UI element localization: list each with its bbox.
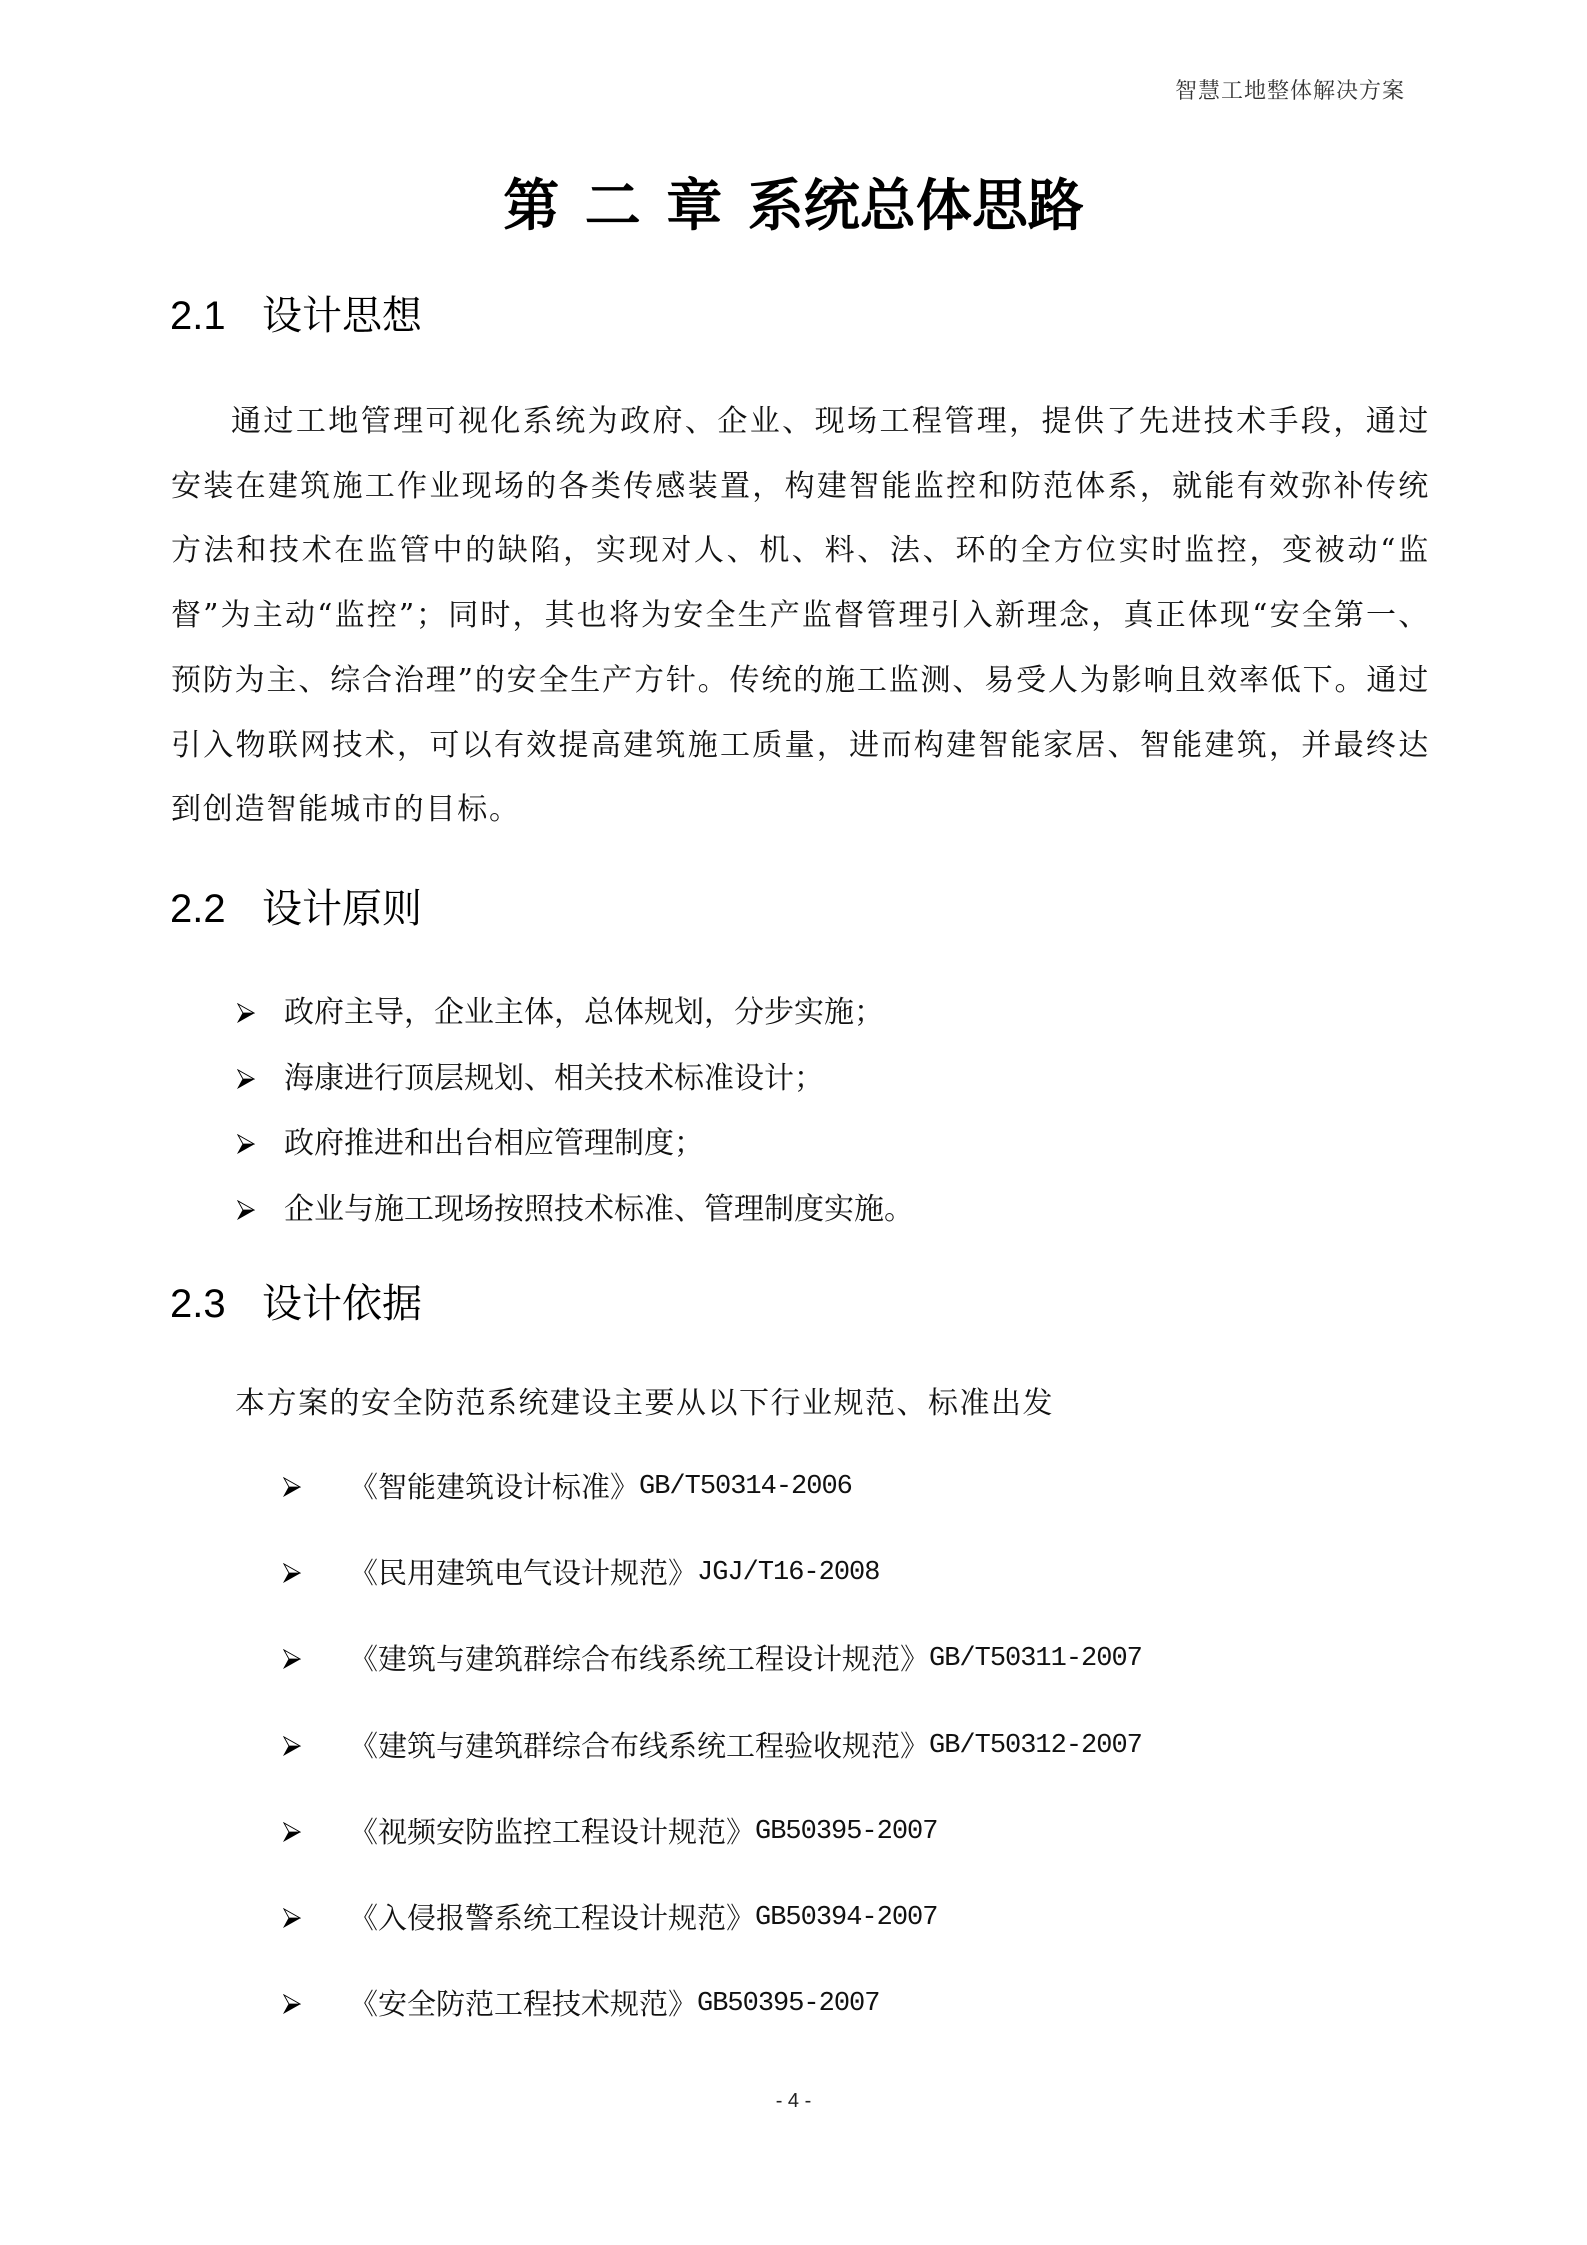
- reference-item: [283, 1552, 1142, 1638]
- arrowhead-bullet-icon: [283, 1736, 301, 1756]
- reference-code: GB/T50312-2007: [929, 1730, 1142, 1761]
- arrowhead-bullet-icon: [283, 1563, 301, 1583]
- reference-name: 《建筑与建筑群综合布线系统工程设计规范》: [349, 1642, 930, 1677]
- list-item-text: 政府主导，企业主体，总体规划，分步实施；: [284, 994, 884, 1030]
- reference-code: GB50395-2007: [697, 1989, 880, 2020]
- page-number: - 4 -: [775, 2090, 812, 2112]
- section-title: 设计依据: [262, 1282, 422, 1326]
- references-intro: 本方案的安全防范系统建设主要从以下行业规范、标准出发: [235, 1386, 1054, 1421]
- reference-code: JGJ/T16-2008: [697, 1558, 880, 1589]
- list-item-text: 企业与施工现场按照技术标准、管理制度实施。: [284, 1191, 914, 1227]
- arrowhead-bullet-icon: [237, 1134, 255, 1154]
- reference-item: [283, 1983, 1142, 2069]
- reference-item: [283, 1725, 1142, 1811]
- section-title: 设计原则: [262, 887, 422, 931]
- reference-item: [283, 1897, 1142, 1983]
- section-title: 设计思想: [262, 294, 422, 338]
- section-number: 2.2: [170, 887, 226, 931]
- reference-code: GB/T50314-2006: [639, 1472, 852, 1502]
- section-number: 2.3: [170, 1282, 226, 1326]
- list-item: [237, 980, 914, 1046]
- section-paragraph: 通过工地管理可视化系统为政府、企业、现场工程管理，提供了先进技术手段，通过安装在建筑施工作业现场的各类传感装置，构建智能监控和防范体系，就能有效弥补传统方法和技术在监管中的缺陷，实现对人、机、料、法、环的全方位实时监控，变被动“监督”为主动“监控”；同时，其也将为安全生产监督管理引入新理念，真正体现“安全第一、预防为主、综合治理”的安全生产方针。传统的施工监测、易受人为影响且效率低下。通过引入物联网技术，可以有效提高建筑施工质量，进而构建智能家居、智能建筑，并最终达到创造智能城市的目标。: [171, 404, 1430, 828]
- section-number: 2.1: [170, 294, 226, 338]
- reference-name: 《建筑与建筑群综合布线系统工程验收规范》: [349, 1728, 930, 1763]
- arrowhead-bullet-icon: [283, 1908, 301, 1928]
- reference-name: 《安全防范工程技术规范》: [349, 1987, 698, 2022]
- list-item: [237, 1046, 914, 1112]
- reference-code: GB50394-2007: [755, 1902, 938, 1933]
- chapter-title: 第 二 章 系统总体思路: [503, 174, 1084, 239]
- reference-item: [283, 1638, 1142, 1724]
- reference-name: 《民用建筑电气设计规范》: [349, 1556, 698, 1591]
- arrowhead-bullet-icon: [237, 1003, 255, 1023]
- list-item-text: 海康进行顶层规划、相关技术标准设计；: [284, 1060, 824, 1096]
- arrowhead-bullet-icon: [283, 1994, 301, 2014]
- list-item-text: 政府推进和出台相应管理制度；: [284, 1126, 704, 1162]
- reference-name: 《入侵报警系统工程设计规范》: [349, 1900, 756, 1935]
- principles-list: [237, 980, 914, 1243]
- arrowhead-bullet-icon: [237, 1069, 255, 1089]
- arrowhead-bullet-icon: [237, 1200, 255, 1220]
- references-list: [283, 1466, 1142, 2069]
- arrowhead-bullet-icon: [283, 1649, 301, 1669]
- reference-item: [283, 1466, 1142, 1552]
- list-item: [237, 1177, 914, 1243]
- running-header: 智慧工地整体解决方案: [1174, 79, 1405, 104]
- reference-name: 《智能建筑设计标准》: [349, 1470, 640, 1504]
- reference-name: 《视频安防监控工程设计规范》: [349, 1814, 756, 1849]
- reference-code: GB/T50311-2007: [929, 1644, 1142, 1675]
- arrowhead-bullet-icon: [283, 1822, 301, 1842]
- reference-item: [283, 1811, 1142, 1897]
- section-heading-2-2: [170, 885, 422, 933]
- list-item: [237, 1111, 914, 1177]
- section-heading-2-3: [170, 1280, 422, 1328]
- arrowhead-bullet-icon: [283, 1477, 301, 1497]
- reference-code: GB50395-2007: [755, 1816, 938, 1847]
- section-heading-2-1: [170, 292, 422, 340]
